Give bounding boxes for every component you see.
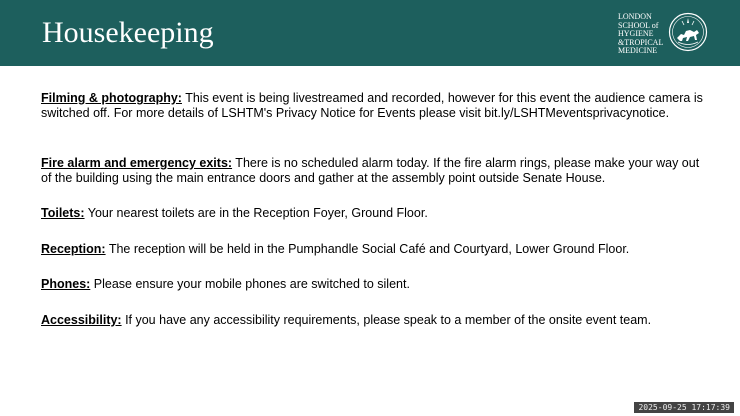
item-filming [41, 91, 709, 121]
item-toilets [41, 206, 709, 221]
item-accessibility-label: Accessibility: [41, 313, 122, 327]
item-accessibility-text: If you have any accessibility requirements, please speak to a member of the onsite event team. [121, 313, 652, 327]
item-phones [41, 277, 709, 292]
item-fire-alarm [41, 156, 709, 186]
page-title: Housekeeping [42, 16, 214, 49]
item-reception-text: The reception will be held in the Pumphandle Social Café and Courtyard, Lower Ground Floor. [105, 242, 630, 256]
item-fire-alarm-text: There is no scheduled alarm today. If the fire alarm rings, please make your way out of the building using the main entrance doors and gather at the assembly point outside Senate House. [41, 156, 700, 185]
item-reception-label: Reception: [41, 242, 106, 256]
logo-line-1: LONDON [618, 12, 652, 21]
logo-line-3: HYGIENE [618, 29, 654, 39]
logo-text [618, 13, 668, 56]
lshtm-logo [618, 11, 710, 55]
item-toilets-text: Your nearest toilets are in the Reception Foyer, Ground Floor. [84, 206, 428, 220]
item-reception [41, 242, 709, 257]
logo-line-4: &TROPICAL [618, 37, 664, 47]
item-fire-alarm-label: Fire alarm and emergency exits: [41, 156, 233, 170]
header-bar [0, 0, 740, 66]
item-phones-label: Phones: [41, 277, 91, 291]
lshtm-crest-icon [668, 11, 708, 53]
item-phones-text: Please ensure your mobile phones are switched to silent. [90, 277, 410, 291]
timestamp-overlay: 2025-09-25 17:17:39 [634, 402, 734, 413]
item-accessibility [41, 313, 709, 328]
item-filming-text: This event is being livestreamed and recorded, however for this event the audience camera is switched off. For more details of LSHTM's Privacy Notice for Events please visit bit.ly/LSHTMeventsprivacynotice. [41, 91, 703, 120]
item-filming-label: Filming & photography: [41, 91, 182, 105]
logo-line-2: SCHOOL of [618, 20, 659, 30]
logo-line-5: MEDICINE [618, 46, 658, 56]
item-toilets-label: Toilets: [41, 206, 85, 220]
